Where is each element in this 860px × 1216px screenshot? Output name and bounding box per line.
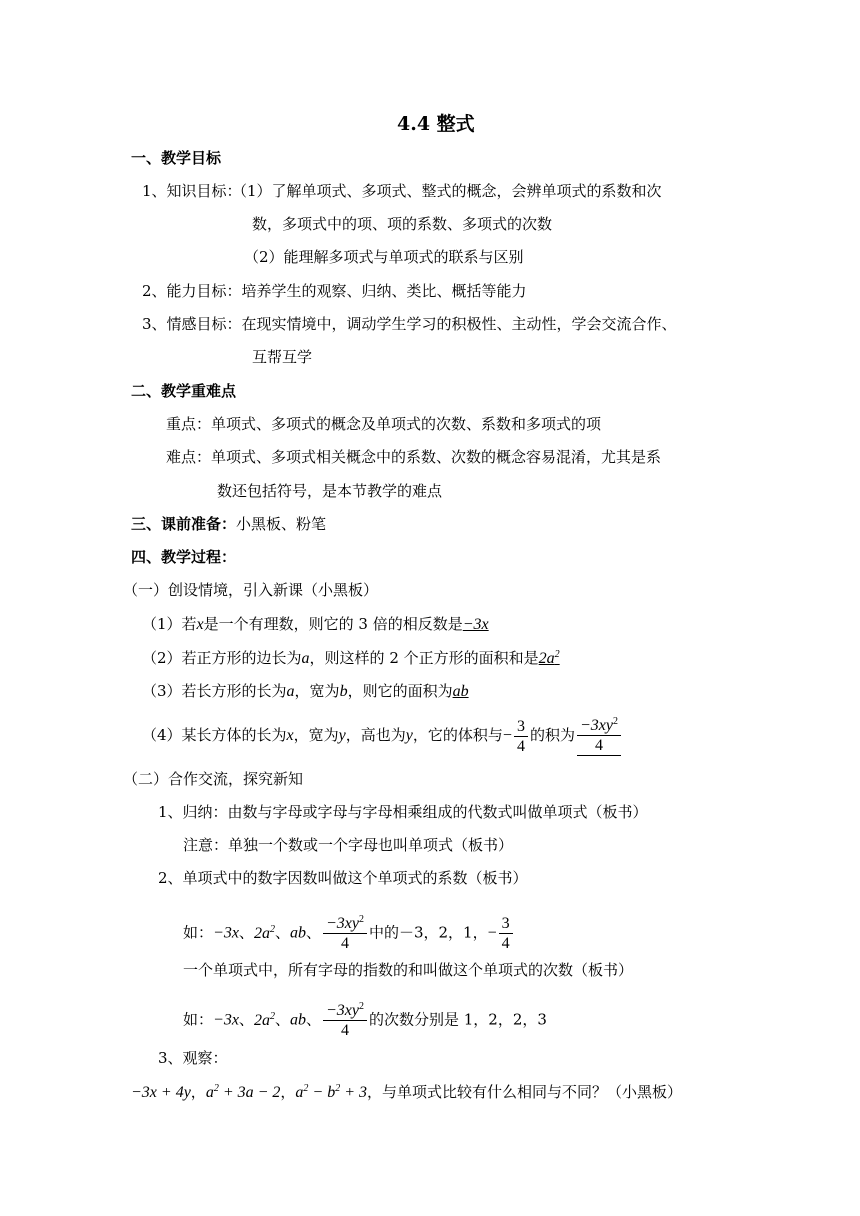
question-3-text-b: ，宽为 bbox=[294, 682, 340, 700]
degree-definition: 一个单项式中，所有字母的指数的和叫做这个单项式的次数（板书） bbox=[183, 961, 634, 979]
polynomial-2 bbox=[206, 1084, 281, 1101]
question-2-text-b: ，则这样的 2 个正方形的面积和是 bbox=[309, 649, 539, 667]
section-4-heading: 四、教学过程： bbox=[131, 548, 237, 566]
separator: 、 bbox=[305, 923, 321, 942]
fraction-numerator-exponent: 2 bbox=[358, 914, 364, 925]
goal-knowledge-line1: （1）了解单项式、多项式、整式的概念，会辨单项式的系数和次 bbox=[232, 182, 662, 200]
polynomial-2-term-a: a bbox=[205, 1084, 214, 1101]
separator: 、 bbox=[274, 923, 290, 942]
exponent: 2 bbox=[303, 1083, 309, 1094]
answer-4-fraction bbox=[577, 716, 621, 756]
minus-sign: − bbox=[502, 727, 512, 744]
term-neg3x: −3x bbox=[213, 1011, 239, 1029]
question-4-text-a: （4）某长方体的长为 bbox=[142, 726, 287, 744]
polynomial-3-term-b: − b bbox=[308, 1084, 336, 1101]
goal-knowledge-label: 1、知识目标： bbox=[142, 182, 242, 200]
comma: ， bbox=[190, 1083, 206, 1101]
variable-y: y bbox=[338, 727, 346, 744]
answer-3: ab bbox=[452, 683, 469, 700]
fraction-three-quarters bbox=[514, 717, 528, 756]
exponent: 2 bbox=[213, 1083, 219, 1094]
goal-emotion-line1: 3、情感目标：在现实情境中，调动学生学习的积极性、主动性，学会交流合作、 bbox=[142, 315, 677, 333]
question-4-text-d: ，它的体积与 bbox=[412, 726, 503, 744]
example-label: 如： bbox=[183, 1010, 214, 1029]
fraction-numerator: 3 bbox=[499, 914, 513, 934]
polynomial-1: −3x + 4y bbox=[131, 1084, 191, 1101]
page-title: 4.4 整式 bbox=[397, 113, 475, 135]
term-base: 2a bbox=[253, 924, 270, 942]
fraction-numerator-base: −3xy bbox=[325, 915, 359, 932]
term-exponent: 2 bbox=[269, 923, 275, 935]
section-1-heading: 一、教学目标 bbox=[131, 149, 222, 167]
fraction-numerator bbox=[577, 716, 621, 736]
example-tail: 的次数分别是 1，2，2，3 bbox=[368, 1010, 547, 1029]
fraction-numerator-base: −3xy bbox=[325, 1002, 359, 1019]
fraction-denominator: 4 bbox=[516, 737, 525, 755]
term-exponent: 2 bbox=[269, 1010, 275, 1022]
fraction-numerator-base: −3xy bbox=[579, 717, 613, 734]
separator: 、 bbox=[274, 1010, 290, 1029]
polynomial-3-rest: + 3 bbox=[340, 1084, 368, 1101]
question-1 bbox=[142, 614, 489, 635]
observe-question: ，与单项式比较有什么相同与不同？（小黑板） bbox=[367, 1083, 683, 1101]
fraction-numerator-exponent: 2 bbox=[612, 716, 618, 727]
term-ab: ab bbox=[289, 1011, 306, 1029]
question-4-text-b: ，宽为 bbox=[293, 726, 339, 744]
question-4 bbox=[142, 716, 623, 756]
variable-a: a bbox=[286, 683, 295, 700]
term-fraction bbox=[323, 1001, 367, 1040]
fraction-numerator bbox=[323, 914, 367, 934]
fraction-denominator: 4 bbox=[340, 1022, 349, 1039]
answer-1: −3x bbox=[462, 616, 489, 633]
separator: 、 bbox=[305, 1010, 321, 1029]
part-1-title: （一）创设情境，引入新课（小黑板） bbox=[123, 581, 379, 599]
term-2a-squared bbox=[254, 925, 275, 942]
section-3-heading: 三、课前准备： bbox=[131, 515, 237, 533]
fraction-denominator: 4 bbox=[501, 935, 510, 952]
fraction-numerator: 3 bbox=[514, 717, 528, 737]
question-2-text-a: （2）若正方形的边长为 bbox=[142, 649, 302, 667]
goal-knowledge-line2: 数，多项式中的项、项的系数、多项式的次数 bbox=[252, 215, 553, 233]
polynomial-3-term-a: a bbox=[295, 1084, 304, 1101]
section-3-text: 小黑板、粉笔 bbox=[236, 515, 327, 533]
item-3-observe: 3、观察： bbox=[158, 1049, 228, 1067]
exponent: 2 bbox=[335, 1083, 341, 1094]
question-1-text-a: （1）若 bbox=[142, 615, 197, 633]
question-1-text-b: 是一个有理数，则它的 3 倍的相反数是 bbox=[203, 615, 463, 633]
goal-knowledge-line3: （2）能理解多项式与单项式的联系与区别 bbox=[244, 248, 524, 266]
question-3 bbox=[142, 681, 469, 702]
example-tail: 中的－3，2，1， bbox=[368, 923, 488, 942]
section-2-heading: 二、教学重难点 bbox=[131, 382, 237, 400]
difficulty-line2: 数还包括符号，是本节教学的难点 bbox=[217, 482, 443, 500]
answer-2-exponent: 2 bbox=[554, 649, 560, 660]
key-point: 重点：单项式、多项式的概念及单项式的次数、系数和多项式的项 bbox=[166, 415, 602, 433]
observe-polynomials bbox=[131, 1082, 682, 1103]
part-2-title: （二）合作交流，探究新知 bbox=[123, 770, 304, 788]
fraction-numerator-exponent: 2 bbox=[358, 1001, 364, 1012]
variable-x: x bbox=[286, 727, 294, 744]
question-3-text-c: ，则它的面积为 bbox=[347, 682, 453, 700]
item-2-coefficient: 2、单项式中的数字因数叫做这个单项式的系数（板书） bbox=[158, 869, 528, 887]
polynomial-2-rest: + 3a − 2 bbox=[218, 1084, 281, 1101]
term-neg3x: −3x bbox=[213, 924, 239, 942]
answer-2-base: 2a bbox=[538, 650, 555, 667]
fraction-three-quarters bbox=[499, 914, 513, 953]
example-degrees bbox=[183, 1001, 547, 1040]
variable-b: b bbox=[339, 683, 348, 700]
difficulty-line1: 难点：单项式、多项式相关概念中的系数、次数的概念容易混淆，尤其是系 bbox=[166, 448, 662, 466]
answer-2 bbox=[539, 650, 560, 667]
term-base: 2a bbox=[253, 1011, 270, 1029]
item-1-note: 注意：单独一个数或一个字母也叫单项式（板书） bbox=[183, 836, 514, 854]
fraction-denominator: 4 bbox=[594, 737, 603, 754]
question-2 bbox=[142, 648, 560, 669]
variable-y: y bbox=[405, 727, 413, 744]
example-coefficients bbox=[183, 914, 515, 953]
goal-ability: 2、能力目标：培养学生的观察、归纳、类比、概括等能力 bbox=[142, 282, 527, 300]
term-fraction bbox=[323, 914, 367, 953]
separator: 、 bbox=[238, 1010, 254, 1029]
fraction-numerator bbox=[323, 1001, 367, 1021]
item-1-induction: 1、归纳：由数与字母或字母与字母相乘组成的代数式叫做单项式（板书） bbox=[158, 803, 648, 821]
variable-x: x bbox=[196, 616, 204, 633]
variable-a: a bbox=[301, 650, 310, 667]
term-ab: ab bbox=[289, 924, 306, 942]
question-3-text-a: （3）若长方形的长为 bbox=[142, 682, 287, 700]
example-label: 如： bbox=[183, 923, 214, 942]
question-4-text-c: ，高也为 bbox=[345, 726, 406, 744]
goal-emotion-line2: 互帮互学 bbox=[252, 348, 313, 366]
polynomial-3 bbox=[295, 1084, 367, 1101]
minus-sign: − bbox=[487, 924, 497, 942]
term-2a-squared bbox=[254, 1012, 275, 1029]
question-4-text-e: 的积为 bbox=[529, 726, 575, 744]
comma: ， bbox=[280, 1083, 296, 1101]
section-3 bbox=[131, 514, 326, 534]
fraction-denominator: 4 bbox=[340, 935, 349, 952]
separator: 、 bbox=[238, 923, 254, 942]
